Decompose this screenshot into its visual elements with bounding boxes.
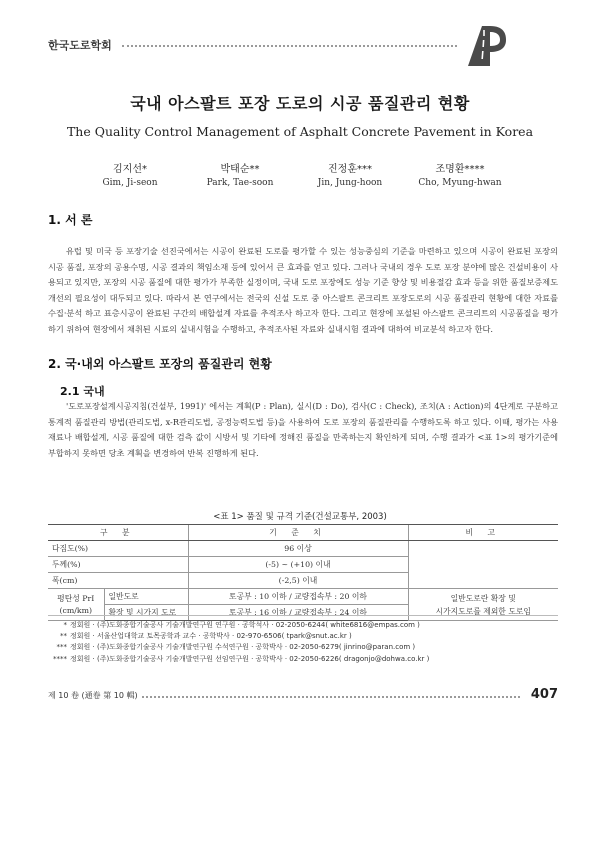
author-list bbox=[80, 160, 530, 192]
table-cell-label: 다짐도(%) bbox=[48, 541, 188, 557]
footnote-text: 정회원 · 서울산업대학교 토목공학과 교수 · 공학박사 · 02-970-6506( tpark@snut.ac.kr ) bbox=[70, 632, 352, 641]
society-name: 한국도로학회 bbox=[48, 39, 112, 52]
author-4 bbox=[410, 160, 510, 188]
table-cell-label: 두께(%) bbox=[48, 557, 188, 573]
footnote bbox=[48, 642, 558, 653]
author-name-english: Gim, Ji-seon bbox=[102, 178, 158, 188]
table-cell-value: 토공부 : 16 이하 / 교량접속부 : 24 이하 bbox=[188, 605, 408, 621]
flatness-note-line2: 시가지도로를 제외한 도로임 bbox=[435, 606, 531, 616]
footnote-rule bbox=[48, 615, 558, 616]
footnote-text: 정회원 · (주)도화종합기술공사 기술개발연구원 선임연구원 · 공학박사 · 02-2050-6226( dragonjo@dohwa.co.kr ) bbox=[70, 654, 430, 663]
table-cell-sublabel: 확장 및 시가지 도로 bbox=[104, 605, 188, 621]
footnote-mark: **** bbox=[53, 654, 67, 663]
table-row bbox=[48, 541, 558, 557]
footnote bbox=[48, 620, 558, 631]
table-caption: <표 1> 품질 및 규격 기준(건설교통부, 2003) bbox=[213, 512, 387, 522]
author-name-korean: 진정훈*** bbox=[328, 164, 372, 175]
author-name-korean: 박태순** bbox=[220, 164, 260, 175]
author-name-english: Park, Tae-soon bbox=[206, 178, 274, 188]
table-cell-value: (-2,5) 이내 bbox=[188, 573, 408, 589]
footnote-text: 정회원 · (주)도화종합기술공사 기술개발연구원 수석연구원 · 공학박사 · 02-2050-6279( jinrino@paran.com ) bbox=[70, 643, 416, 652]
flatness-label-line1: 평탄성 PrI bbox=[57, 593, 95, 603]
table-header-category: 구 분 bbox=[48, 525, 188, 541]
table-cell-sublabel: 일반도로 bbox=[104, 589, 188, 605]
author-name-english: Cho, Myung-hwan bbox=[418, 178, 502, 188]
section-heading-introduction: 1. 서 론 bbox=[48, 213, 93, 227]
header-dotted-rule bbox=[122, 45, 457, 47]
table-row-flatness bbox=[48, 589, 558, 605]
footnote-mark: ** bbox=[60, 632, 67, 641]
road-perspective-logo-icon bbox=[460, 22, 508, 70]
body-paragraph-domestic: '도로포장설계시공지침(건설부, 1991)' 에서는 계획(P : Plan), 실시(D : Do), 검사(C : Check), 조치(A : Action)의 4단계로 구분하고 통계적 품질관리 방법(관리도법, x-R관리도법, 공정능력도법 등)을 사용하여 도로 포장의 품질관리를 수행하도록 하고 있다. 이때, 평가는 사용재료나 배합설계, 시공 품질에 대한 검측 값이 시방서 및 기타에 정해진 품질을 만족하는지 확인하게 되며, 수행 결과가 <표 1>의 평가기준에 부합하지 못하면 당초 계획을 변경하여 반복 진행하게 된다. bbox=[48, 401, 558, 458]
author-name-english: Jin, Jung-hoon bbox=[317, 178, 383, 188]
author-1 bbox=[80, 160, 180, 188]
journal-volume: 제 10 卷 (通卷 第 10 輯) bbox=[48, 691, 138, 700]
journal-header bbox=[48, 37, 468, 57]
author-2 bbox=[190, 160, 290, 188]
table-header-row bbox=[48, 525, 558, 541]
page-number: 407 bbox=[530, 687, 558, 702]
table-cell-note-empty bbox=[408, 541, 558, 589]
table-cell-value: 96 이상 bbox=[188, 541, 408, 557]
table-header-note: 비 고 bbox=[408, 525, 558, 541]
subsection-heading-domestic: 2.1 국내 bbox=[60, 385, 105, 398]
flatness-note-line1: 일반도로란 확장 및 bbox=[450, 593, 516, 603]
article-title-english: The Quality Control Management of Asphalt Concrete Pavement in Korea bbox=[66, 124, 534, 139]
footnote-text: 정회원 · (주)도화종합기술공사 기술개발연구원 연구원 · 공학석사 · 02-2050-6244( white6816@empas.com ) bbox=[70, 621, 420, 629]
flatness-label-line2: (cm/km) bbox=[59, 605, 93, 615]
table-cell-value: (-5) ~ (+10) 이내 bbox=[188, 557, 408, 573]
footnote-mark: *** bbox=[56, 643, 67, 652]
table-cell-label: 폭(cm) bbox=[48, 573, 188, 589]
quality-standards-table bbox=[48, 524, 558, 621]
article-title-korean: 국내 아스팔트 포장 도로의 시공 품질관리 현황 bbox=[130, 94, 470, 113]
author-name-korean: 김지선* bbox=[113, 164, 147, 175]
page-footer bbox=[48, 689, 558, 703]
author-footnotes bbox=[48, 620, 558, 665]
footnote bbox=[48, 631, 558, 642]
section-heading-quality-control: 2. 국·내외 아스팔트 포장의 품질관리 현황 bbox=[48, 357, 272, 371]
author-3 bbox=[300, 160, 400, 188]
table-header-standard: 기 준 치 bbox=[188, 525, 408, 541]
footnote bbox=[48, 654, 558, 665]
author-name-korean: 조명환**** bbox=[435, 164, 485, 175]
table-cell-value: 토공부 : 10 이하 / 교량접속부 : 20 이하 bbox=[188, 589, 408, 605]
footer-dotted-rule bbox=[142, 696, 520, 698]
footnote-mark: * bbox=[63, 621, 67, 629]
body-paragraph-introduction: 유럽 및 미국 등 포장기술 선진국에서는 시공이 완료된 도로를 평가할 수 있는 성능중심의 기준을 마련하고 있으며 시공이 완료된 포장의 시공 품질, 포장의 공용수명, 시공 결과의 책임소재 등에 있어서 큰 효과를 얻고 있다. 그러나 국내의 경우 도로 포장 분야에 많은 건설비용이 사용되고 있지만, 포장의 시공 품질에 대한 평가가 부족한 실정이며, 국내 도로 포장에도 성능 기준 향상 및 비용절감 효과 등을 위한 품질보증제도 개선의 필요성이 대두되고 있다. 따라서 본 연구에서는 전국의 신설 도로 중 아스팔트 콘크리트 포장도로의 시공 품질관리 현황에 대한 자료를 수집·분석 하고 표층시공이 완료된 구간의 배합설계 자료를 추적조사 하고자 한다. 그리고 현장에 포설된 아스팔트 콘크리트의 시공품질을 평가하기 위하여 현장에서 채취된 시료의 실내시험을 수행하고, 추적조사된 자료와 실내시험 결과에 대하여 비교분석 하고자 한다. bbox=[48, 246, 558, 334]
